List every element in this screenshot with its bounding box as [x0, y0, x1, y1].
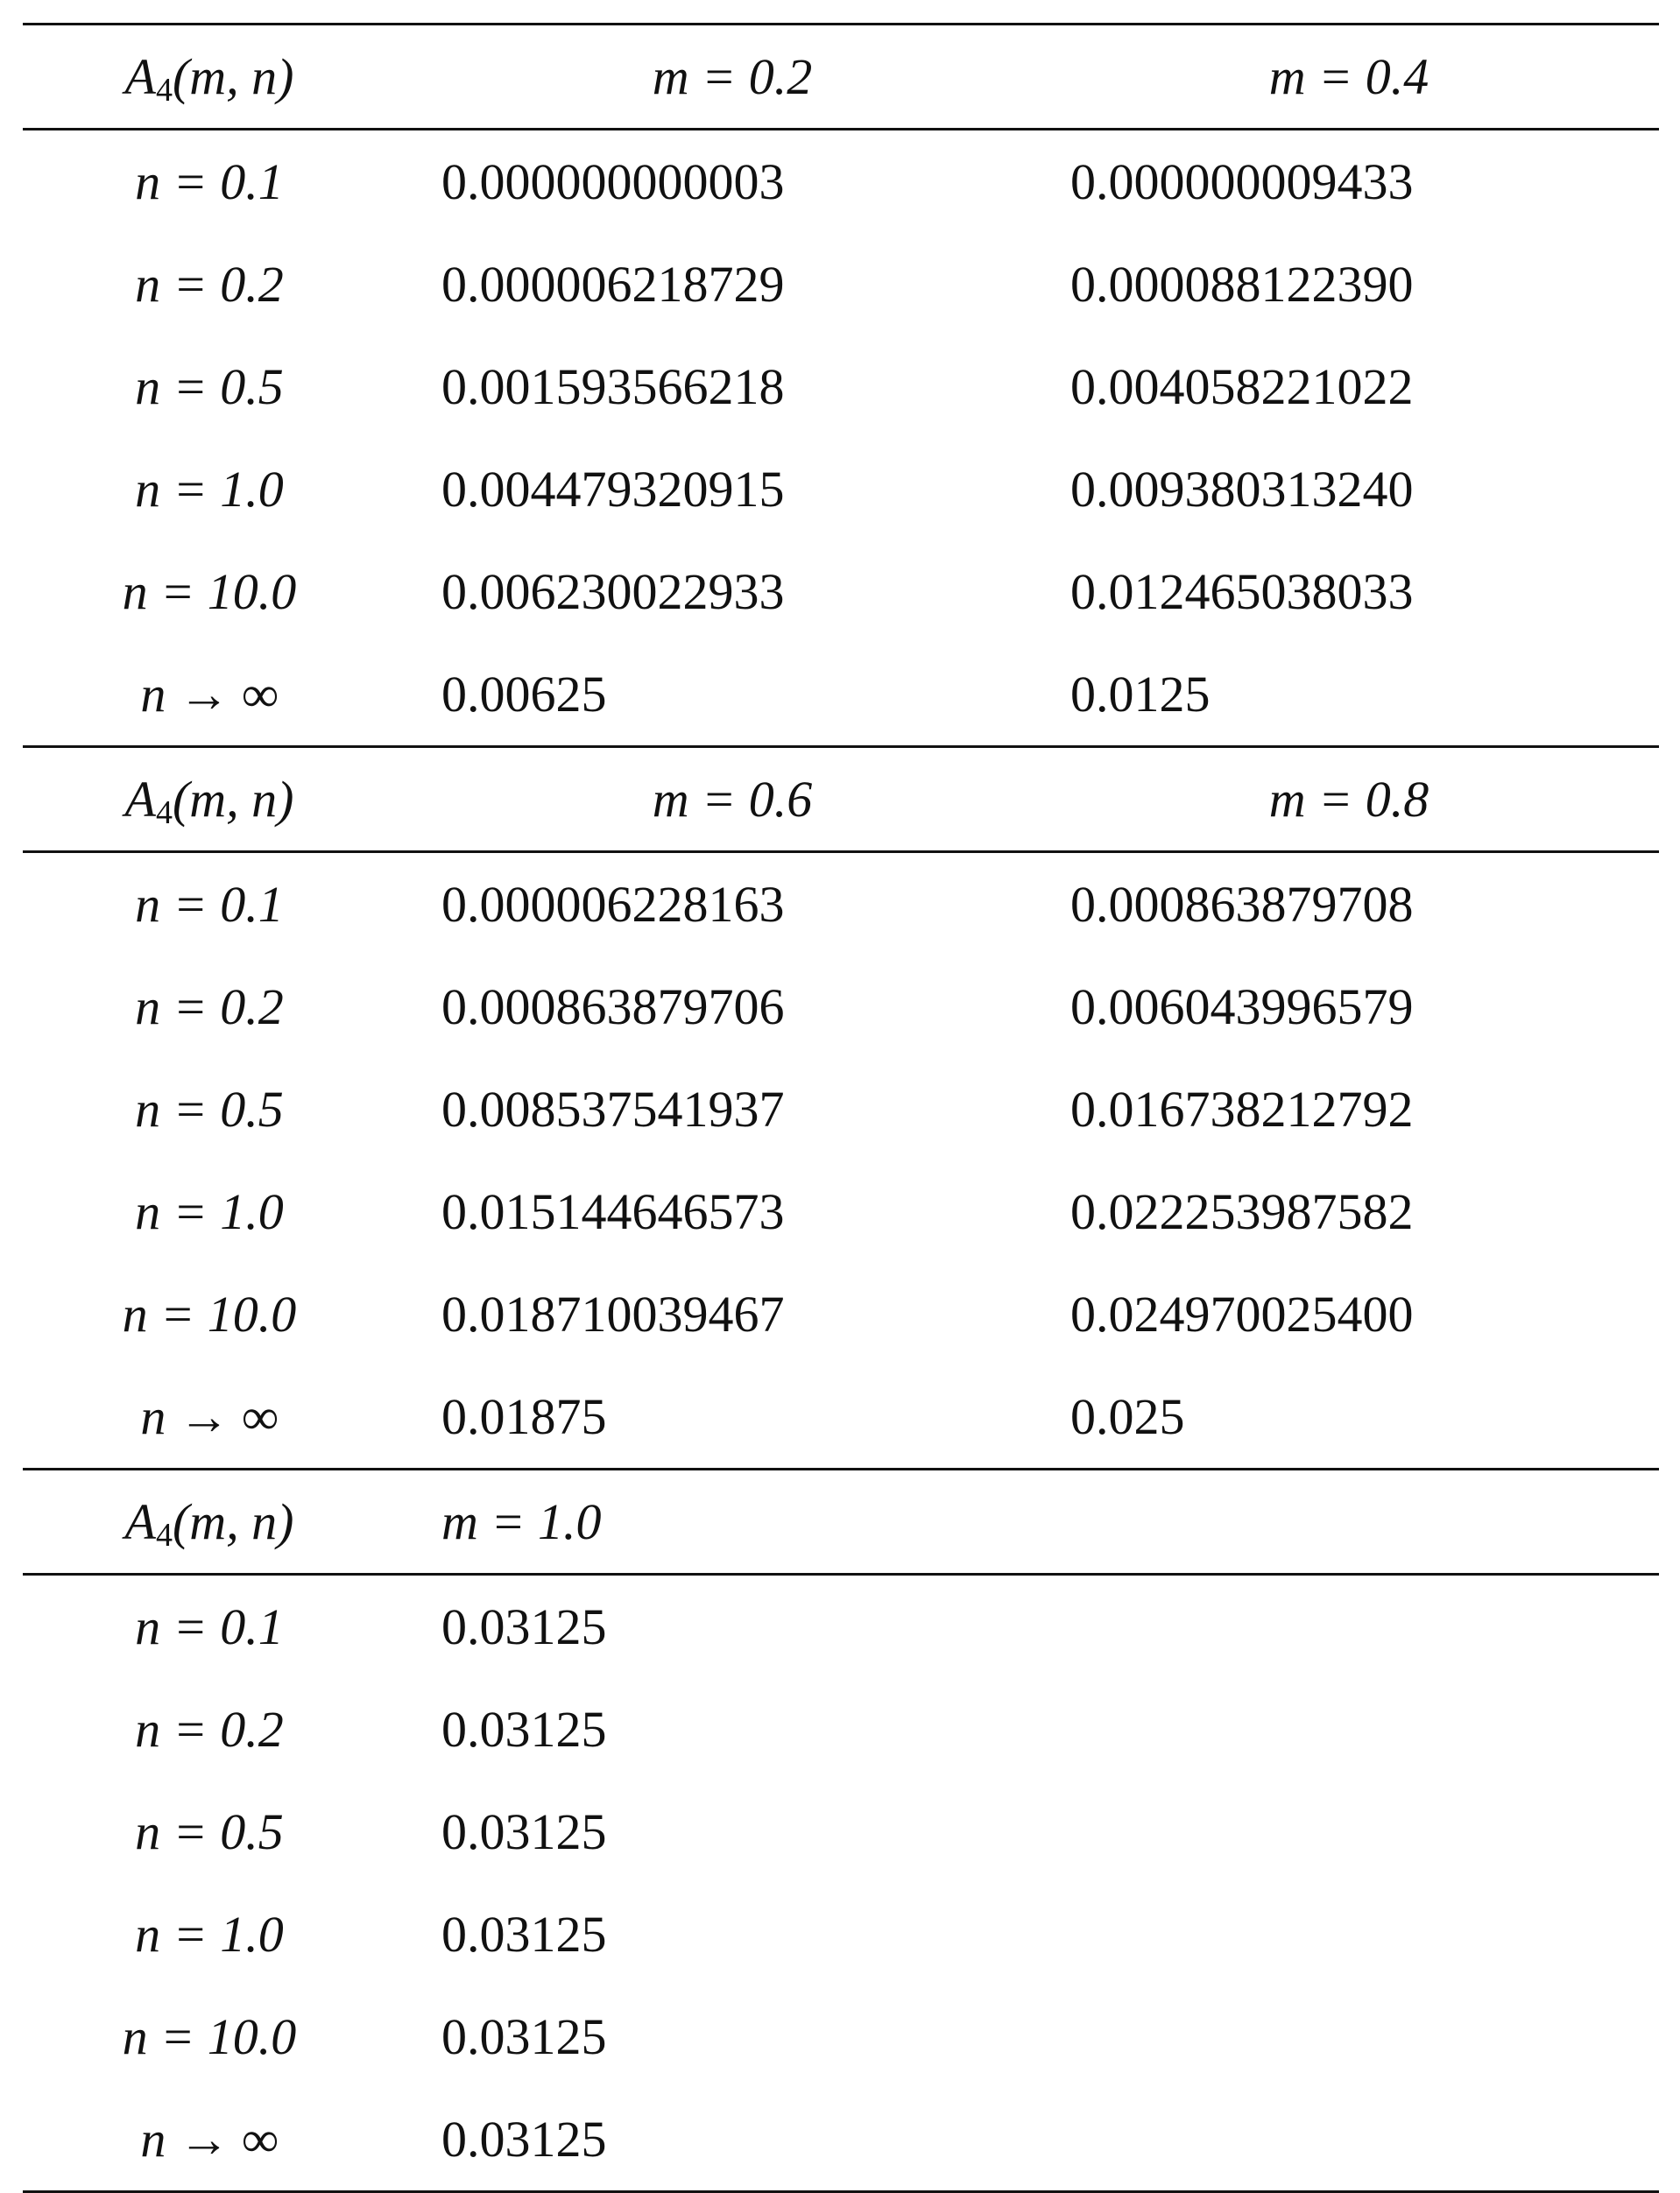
table-section-2 [23, 748, 1659, 1445]
value-cell: 0.006230022933 [441, 563, 785, 620]
table-row [23, 1678, 1659, 1780]
value-cell: 0.01875 [441, 1388, 607, 1445]
value-cell: 0.000006218729 [441, 256, 785, 313]
n-label: n = 1.0 [135, 1906, 284, 1963]
n-label: n → ∞ [140, 2111, 279, 2168]
table-row [23, 130, 1659, 233]
value-cell: 0.006043996579 [1070, 978, 1414, 1035]
n-label: n = 0.1 [135, 1598, 284, 1655]
table-row [23, 853, 1659, 955]
value-cell: 0.0125 [1070, 666, 1211, 723]
value-cell: 0.03125 [441, 2008, 607, 2065]
n-label: n = 0.5 [135, 1803, 284, 1860]
table-section-1 [23, 25, 1659, 723]
column-header: m = 0.4 [1268, 48, 1429, 105]
value-cell: 0.004479320915 [441, 461, 785, 518]
n-label: n = 10.0 [122, 563, 297, 620]
n-label: n = 10.0 [122, 1286, 297, 1343]
value-cell: 0.018710039467 [441, 1286, 785, 1343]
table-row [23, 1985, 1659, 2088]
table-row [23, 1780, 1659, 1883]
table-row [23, 438, 1659, 540]
n-label: n = 1.0 [135, 1183, 284, 1240]
table-row [23, 1263, 1659, 1365]
row-label-header: $A_4(m$, n) [124, 48, 294, 109]
value-cell: 0.001593566218 [441, 358, 785, 415]
value-cell: 0.000088122390 [1070, 256, 1414, 313]
table-row [23, 1365, 1659, 1468]
n-label: n = 0.5 [135, 1081, 284, 1138]
value-cell: 0.03125 [441, 1701, 607, 1758]
n-label: n → ∞ [140, 666, 279, 723]
value-cell: 0.000000000003 [441, 153, 785, 210]
header-row [23, 1470, 1659, 1573]
table-row [23, 2088, 1659, 2190]
table-row [23, 1058, 1659, 1160]
n-label: n = 1.0 [135, 461, 284, 518]
value-cell: 0.03125 [441, 1803, 607, 1860]
value-cell: 0.03125 [441, 2111, 607, 2168]
value-cell: 0.025 [1070, 1388, 1185, 1445]
row-label-header: $A_4(m$, n) [124, 1493, 294, 1554]
column-header: m = 0.2 [652, 48, 813, 105]
column-header: m = 1.0 [441, 1493, 602, 1550]
table-row [23, 643, 1659, 745]
column-header: m = 0.6 [652, 771, 813, 828]
n-label: n = 0.1 [135, 153, 284, 210]
row-label-header: $A_4(m$, n) [124, 771, 294, 831]
table-row [23, 1883, 1659, 1985]
value-cell: 0.03125 [441, 1906, 607, 1963]
table-section-3 [23, 1470, 1659, 2168]
table-row [23, 233, 1659, 335]
value-cell: 0.012465038033 [1070, 563, 1414, 620]
value-cell: 0.008537541937 [441, 1081, 785, 1138]
value-cell: 0.000006228163 [441, 876, 785, 933]
value-cell: 0.000863879706 [441, 978, 785, 1035]
table-row [23, 955, 1659, 1058]
value-cell: 0.024970025400 [1070, 1286, 1414, 1343]
value-cell: 0.000000009433 [1070, 153, 1414, 210]
table-row [23, 1160, 1659, 1263]
n-label: n = 0.2 [135, 256, 284, 313]
n-label: n = 0.1 [135, 876, 284, 933]
value-cell: 0.016738212792 [1070, 1081, 1414, 1138]
n-label: n = 0.2 [135, 1701, 284, 1758]
value-cell: 0.004058221022 [1070, 358, 1414, 415]
value-cell: 0.022253987582 [1070, 1183, 1414, 1240]
value-cell: 0.015144646573 [441, 1183, 785, 1240]
table-row [23, 1576, 1659, 1678]
table-row [23, 540, 1659, 643]
value-cell: 0.03125 [441, 1598, 607, 1655]
table-row [23, 335, 1659, 438]
header-row [23, 748, 1659, 850]
n-label: n = 0.2 [135, 978, 284, 1035]
value-cell: 0.000863879708 [1070, 876, 1414, 933]
n-label: n = 10.0 [122, 2008, 297, 2065]
value-cell: 0.009380313240 [1070, 461, 1414, 518]
column-header: m = 0.8 [1268, 771, 1429, 828]
header-row [23, 25, 1659, 128]
n-label: n = 0.5 [135, 358, 284, 415]
value-cell: 0.00625 [441, 666, 607, 723]
n-label: n → ∞ [140, 1388, 279, 1445]
